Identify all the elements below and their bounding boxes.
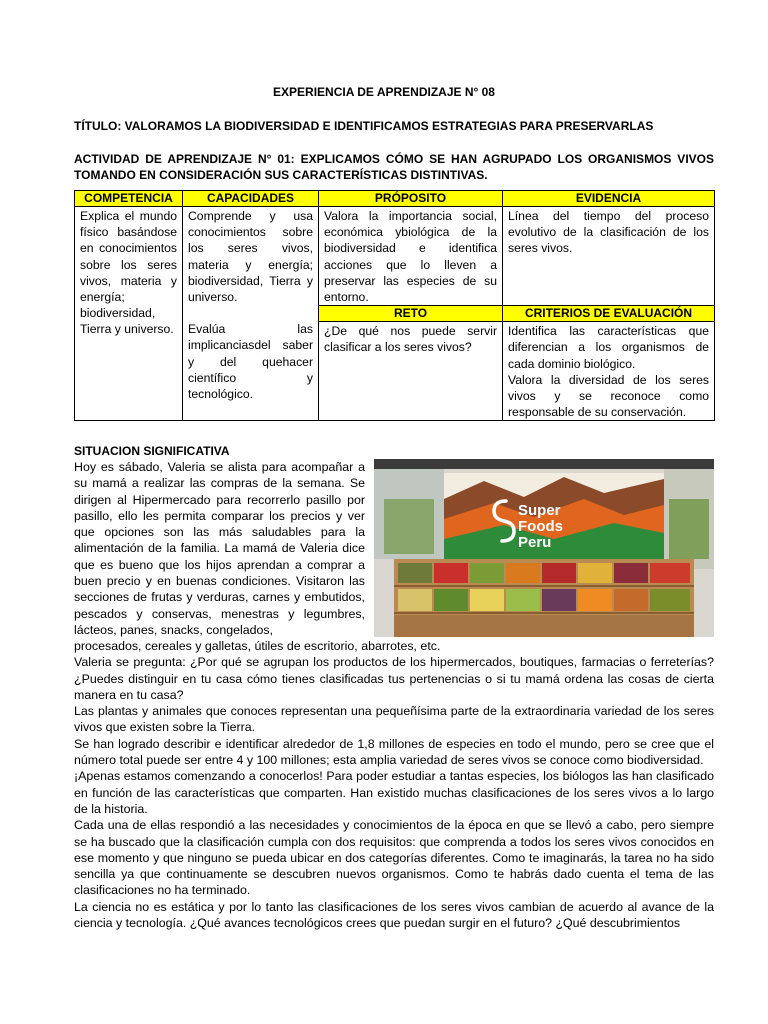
sign-line-2: Foods: [518, 518, 563, 535]
competencia-text: Explica el mundo físico basándose en conocimientos sobre los seres vivos, materia y energía; biodiversidad, Tierra y universo.: [80, 209, 177, 337]
header-reto: RETO: [319, 306, 503, 322]
competencia-cell: [75, 207, 183, 421]
capacidades-cell: [183, 207, 319, 421]
header-criterios: CRITERIOS DE EVALUACIÓN: [503, 306, 715, 322]
experience-heading: EXPERIENCIA DE APRENDIZAJE N° 08: [273, 85, 495, 99]
proposito-cell: [319, 207, 503, 306]
situacion-title: SITUACION SIGNIFICATIVA: [74, 444, 230, 458]
criterio-1: Identifica las características que diferencian a los organismos de cada dominio biológico.: [508, 324, 709, 371]
learning-table: [74, 190, 715, 421]
evidencia-cell: [503, 207, 715, 306]
activity-heading: ACTIVIDAD DE APRENDIZAJE N° 01: EXPLICAMOS CÓMO SE HAN AGRUPADO LOS ORGANISMOS VIVOS TOMANDO EN CONSIDERACIÓN SUS CARACTERÍSTICAS DISTINTIVAS.: [74, 152, 714, 182]
situacion-intro: Hoy es sábado, Valeria se alista para acompañar a su mamá a realizar las compras de la semana. Se dirigen al Hipermercado para recorrerlo pasillo por pasillo, ello les permita comparar los precios y ver que opciones son las más saludables para la alimentación de la familia. La mamá de Valeria dice que es bueno que los hijos aprendan a comprar a buen precio y en buenas condiciones. Visitaron las secciones de frutas y verduras, carnes y embutidos, pescados y conservas, menestras y legumbres, lácteos, panes, snacks, congelados,: [74, 460, 365, 637]
capacidad-2: Evalúa las implicanciasdel saber y del quehacer científico y tecnológico.: [188, 322, 313, 402]
paragraph: ¡Apenas estamos comenzando a conocerlos! Para poder estudiar a tantas especies, los biólogos las han clasificado en función de las características que comparten. Han existido muchas clasificaciones de los seres vivos a lo largo de la historia.: [74, 769, 714, 816]
paragraph: Valeria se pregunta: ¿Por qué se agrupan los productos de los hipermercados, boutiques, farmacias o ferreterías? ¿Puedes distinguir en tu casa cómo tienes clasificadas tus pertenencias o si tu mamá ordena las cosas de cierta manera en tu casa?: [74, 655, 714, 702]
reto-cell: [319, 322, 503, 421]
paragraph: Cada una de ellas respondió a las necesidades y conocimientos de la época en que se llevó a cabo, pero siempre se ha buscado que la clasificación cumpla con dos requisitos: que comprenda a todos los seres vivos conocidos en ese momento y que ninguno se pueda ubicar en dos categorías diferentes. Como te imaginarás, la tarea no ha sido sencilla ya que continuamente se descubren nuevos organismos. Como te habrás dado cuenta el tema de las clasificaciones no ha terminado.: [74, 818, 714, 898]
proposito-text: Valora la importancia social, económica ybiológica de la biodiversidad e identifica acciones que lo lleven a preservar las especies de su entorno.: [324, 209, 497, 305]
evidencia-text: Línea del tiempo del proceso evolutivo de la clasificación de los seres vivos.: [508, 209, 709, 256]
situacion-body: [74, 638, 714, 931]
reto-text: ¿De qué nos puede servir clasificar a los seres vivos?: [324, 324, 497, 355]
market-photo: [374, 459, 714, 637]
criterio-2: Valora la diversidad de los seres vivos y se reconoce como responsable de su conservación.: [508, 372, 709, 420]
header-proposito: PRÓPOSITO: [319, 191, 503, 207]
paragraph: procesados, cereales y galletas, útiles de escritorio, abarrotes, etc.: [74, 639, 441, 653]
paragraph: Se han logrado describir e identificar alrededor de 1,8 millones de especies en todo el mundo, pero se cree que el número total puede ser entre 4 y 100 millones; esta amplia variedad de seres vivos se conoce como biodiversidad.: [74, 736, 714, 768]
header-competencia: COMPETENCIA: [75, 191, 183, 207]
header-capacidades: CAPACIDADES: [183, 191, 319, 207]
header-evidencia: EVIDENCIA: [503, 191, 715, 207]
title-heading: TÍTULO: VALORAMOS LA BIODIVERSIDAD E IDENTIFICAMOS ESTRATEGIAS PARA PRESERVARLAS: [74, 119, 654, 133]
paragraph: Las plantas y animales que conoces representan una pequeñísima parte de la extraordinaria variedad de los seres vivos que existen sobre la Tierra.: [74, 704, 714, 735]
paragraph: La ciencia no es estática y por lo tanto las clasificaciones de los seres vivos cambian de acuerdo al avance de la ciencia y tecnología. ¿Qué avances tecnológicos crees que puedan surgir en el futuro? ¿Qué descubrimientos: [74, 899, 714, 931]
produce-crates: [394, 559, 694, 637]
criterios-cell: [503, 322, 715, 421]
capacidad-1: Comprende y usa conocimientos sobre los seres vivos, materia y energía; biodiversidad, Tierra y universo.: [188, 209, 313, 305]
sign-line-3: Peru: [518, 534, 552, 551]
sign-line-1: Super: [518, 502, 561, 519]
